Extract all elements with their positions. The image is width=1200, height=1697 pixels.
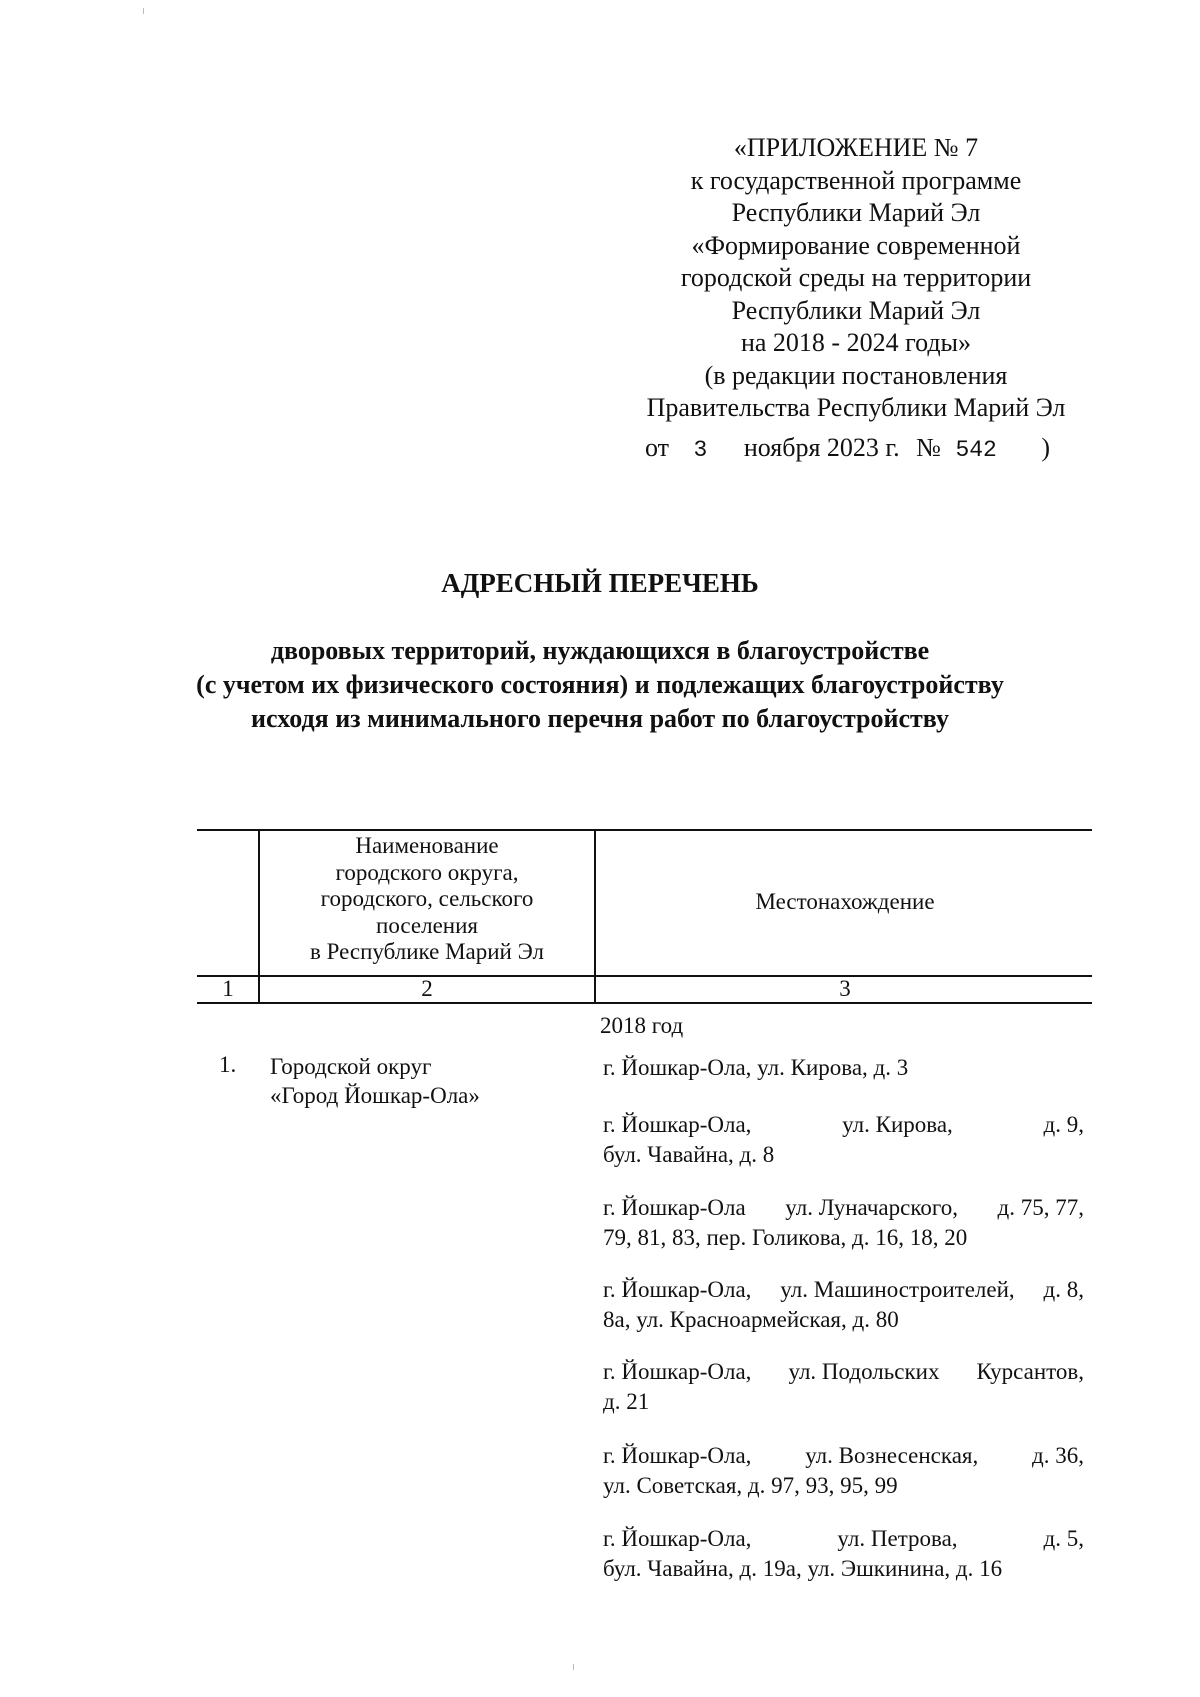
table-column-divider	[258, 829, 260, 1004]
document-title: АДРЕСНЫЙ ПЕРЕЧЕНЬ	[441, 568, 759, 598]
address-part: ул. Вознесенская,	[805, 1443, 979, 1468]
address-entry	[603, 1053, 1084, 1083]
annex-line: (в редакции постановления	[704, 360, 1008, 390]
resolution-date-line	[645, 433, 1050, 463]
header-line: Наименование	[355, 833, 499, 858]
address-continuation: 79, 81, 83, пер. Голикова, д. 16, 18, 20	[603, 1225, 968, 1250]
resolution-number: 542	[955, 437, 997, 463]
address-part: д. 36,	[1032, 1443, 1084, 1468]
subtitle-line: дворовых территорий, нуждающихся в благоустройстве	[270, 636, 930, 665]
address-part: ул. Кирова,	[842, 1112, 953, 1137]
scan-artifact	[573, 1664, 574, 1670]
address-part: г. Йошкар-Ола	[603, 1195, 746, 1220]
address-continuation: бул. Чавайна, д. 8	[603, 1142, 775, 1167]
address-part: ул. Машиностроителей,	[780, 1277, 1015, 1302]
date-day: 3	[693, 437, 708, 463]
address-continuation: ул. Советская, д. 97, 93, 95, 99	[603, 1473, 898, 1498]
date-prefix: от	[645, 433, 670, 462]
address-part: г. Йошкар-Ола,	[603, 1359, 752, 1384]
annex-line: Республики Марий Эл	[731, 295, 981, 325]
address-part: д. 8,	[1043, 1277, 1084, 1302]
annex-line: «Формирование современной	[691, 230, 1021, 260]
address-part: ул. Петрова,	[837, 1526, 958, 1551]
address-entry	[603, 1441, 1084, 1501]
address-part: д. 9,	[1043, 1112, 1084, 1137]
header-municipality	[262, 833, 592, 966]
closing-paren: )	[1041, 433, 1051, 462]
header-line: городского округа,	[335, 859, 519, 885]
municipality-line: Городской округ	[270, 1054, 432, 1079]
address-part: д. 75, 77,	[997, 1195, 1084, 1220]
address-part: д. 5,	[1043, 1526, 1084, 1551]
address-part: г. Йошкар-Ола,	[603, 1112, 752, 1137]
scan-artifact	[143, 8, 144, 14]
address-entry	[603, 1524, 1084, 1584]
address-entry	[603, 1357, 1084, 1417]
annex-line: к государственной программе	[690, 165, 1022, 195]
address-part: г. Йошкар-Ола,	[603, 1526, 752, 1551]
address-part: ул. Подольских	[788, 1359, 940, 1384]
year-label: 2018 год	[600, 1013, 684, 1038]
header-line: поселения	[376, 912, 478, 938]
header-location: Местонахождение	[755, 889, 935, 914]
row-number: 1.	[219, 1052, 237, 1077]
address-part: г. Йошкар-Ола,	[603, 1277, 752, 1302]
header-line: городского, сельского	[320, 886, 534, 911]
municipality-line: «Город Йошкар-Ола»	[270, 1083, 480, 1108]
table-header-bottom-border	[197, 1002, 1092, 1004]
annex-line: на 2018 - 2024 годы»	[740, 328, 972, 357]
subtitle-line: исходя из минимального перечня работ по благоустройству	[251, 704, 949, 733]
address-continuation: 8а, ул. Красноармейская, д. 80	[603, 1307, 899, 1332]
column-number: 1	[222, 976, 234, 1001]
subtitle-line: (с учетом их физического состояния) и подлежащих благоустройству	[196, 670, 1004, 699]
address-continuation: д. 21	[603, 1389, 650, 1414]
annex-line: городской среды на территории	[680, 263, 1032, 292]
document-subtitle	[0, 634, 1200, 736]
municipality-name	[270, 1052, 570, 1110]
address-entry	[603, 1110, 1084, 1170]
address-entry	[603, 1193, 1084, 1253]
annex-header	[600, 132, 1112, 425]
table-top-border	[197, 829, 1092, 831]
annex-line: Правительства Республики Марий Эл	[646, 393, 1066, 422]
number-sign: №	[916, 433, 941, 462]
address-part: г. Йошкар-Ола,	[603, 1443, 752, 1468]
address-part: Курсантов,	[976, 1359, 1084, 1384]
header-line: в Республике Марий Эл	[310, 939, 544, 964]
address-part: ул. Луначарского,	[785, 1195, 958, 1220]
address-entry	[603, 1275, 1084, 1335]
annex-line: Республики Марий Эл	[731, 198, 981, 227]
date-month-year: ноября 2023 г.	[743, 433, 900, 462]
address-continuation: бул. Чавайна, д. 19а, ул. Эшкинина, д. 16	[603, 1556, 1003, 1581]
column-number: 3	[839, 976, 851, 1001]
column-number: 2	[421, 976, 433, 1001]
table-column-divider	[594, 829, 596, 1004]
address-text: г. Йошкар-Ола, ул. Кирова, д. 3	[603, 1055, 909, 1080]
annex-line: «ПРИЛОЖЕНИЕ № 7	[733, 133, 979, 162]
